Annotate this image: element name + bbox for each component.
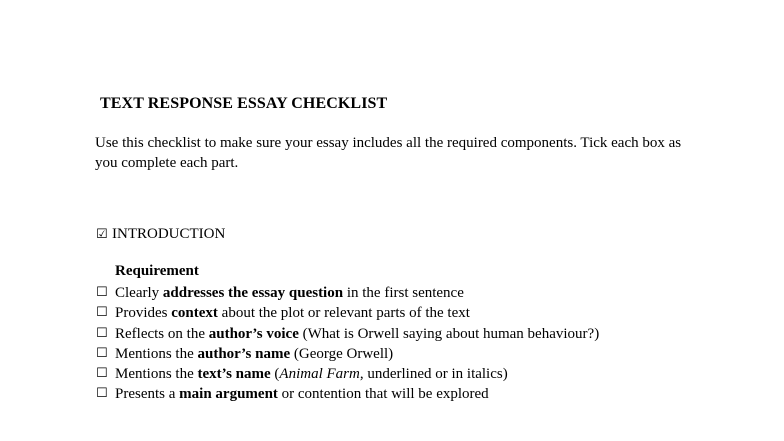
requirement-heading: Requirement xyxy=(115,263,199,279)
checkbox-icon[interactable]: ☐ xyxy=(96,305,108,321)
intro-paragraph: Use this checklist to make sure your essay includes all the required components. Tick each box as you complete each part. xyxy=(95,135,682,171)
requirement-text: Mentions the author’s name (George Orwell) xyxy=(115,345,394,362)
document-title: TEXT RESPONSE ESSAY CHECKLIST xyxy=(100,95,388,112)
requirement-text: Presents a main argument or contention that will be explored xyxy=(115,386,489,403)
requirement-item xyxy=(96,344,599,364)
requirement-item xyxy=(96,324,599,344)
requirement-text: Provides context about the plot or relevant parts of the text xyxy=(115,305,470,322)
checkbox-icon[interactable]: ☐ xyxy=(96,345,108,361)
checkbox-icon[interactable]: ☐ xyxy=(96,325,108,341)
introduction-section-heading xyxy=(96,226,225,243)
requirement-item xyxy=(96,364,599,384)
requirement-text: Clearly addresses the essay question in the first sentence xyxy=(115,285,464,301)
checkbox-icon[interactable]: ☐ xyxy=(96,366,108,382)
requirement-item xyxy=(96,384,599,404)
requirement-list xyxy=(96,283,599,405)
requirement-item xyxy=(96,283,599,303)
checkbox-icon[interactable]: ☐ xyxy=(96,386,108,402)
checked-box-icon[interactable]: ☑ xyxy=(96,227,108,242)
requirement-text: Reflects on the author’s voice (What is Orwell saying about human behaviour?) xyxy=(115,325,600,342)
checkbox-icon[interactable]: ☐ xyxy=(96,285,108,300)
requirement-item xyxy=(96,303,599,323)
section-heading-label: INTRODUCTION xyxy=(112,226,226,242)
requirement-text: Mentions the text’s name (Animal Farm, underlined or in italics) xyxy=(115,366,508,383)
